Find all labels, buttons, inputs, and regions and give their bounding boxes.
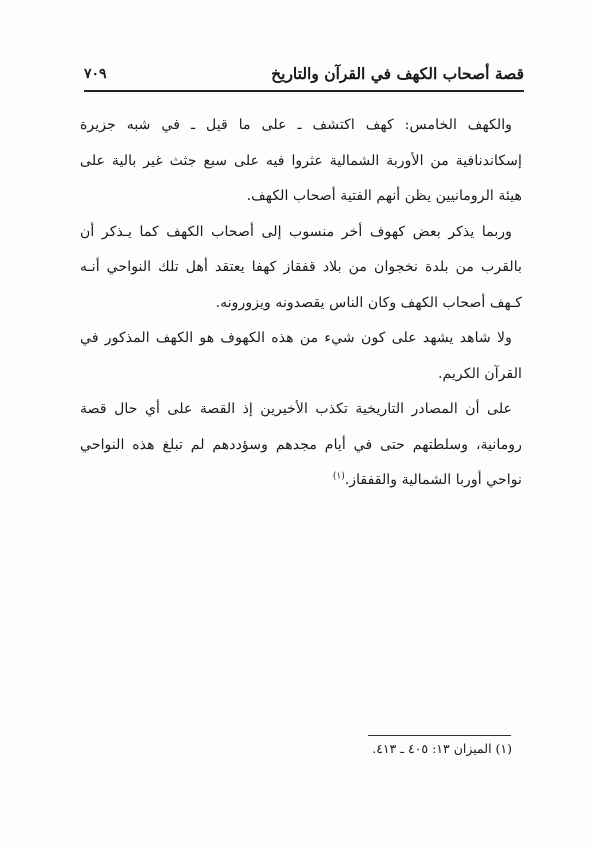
running-title: قصة أصحاب الكهف في القرآن والتاريخ — [271, 64, 524, 83]
paragraph-fifth-cave: والكهف الخامس: كهف اكتشف ـ على ما قيل ـ في شبه جزيرة إسكاندنافية من الأوربة الشمالية عثروا فيه على سبع جثث غير بالية على هيئة الرومانيين يظن أنهم الفتية أصحاب الكهف. — [80, 117, 522, 204]
paragraph-no-evidence: ولا شاهد يشهد على كون شيء من هذه الكهوف هو الكهف المذكور في القرآن الكريم. — [80, 330, 522, 382]
paragraph-historical-sources — [80, 392, 522, 499]
footnote-rule — [368, 735, 511, 736]
page-number: ٧٠٩ — [84, 66, 107, 82]
footnote: (١) الميزان ١٣: ٤٠٥ ـ ٤١٣. — [372, 741, 512, 756]
main-text — [80, 108, 522, 499]
header-rule — [84, 90, 524, 92]
page-header — [84, 62, 524, 92]
footnote-reference: (١) — [332, 471, 345, 482]
paragraph-historical-sources-text: على أن المصادر التاريخية تكذب الأخيرين إذ القصة على أي حال قصة رومانية، وسلطتهم حتى في أيام مجدهم وسؤددهم لم تبلغ هذه النواحي نواحي أوربا الشمالية والقفقاز. — [80, 401, 522, 488]
paragraph-other-caves: وربما يذكر بعض كهوف أخر منسوب إلى أصحاب الكهف كما يـذكر أن بالقرب من بلدة نخجوان من بلاد قفقاز كهفا يعتقد أهل تلك النواحي أنـه كـهف أصحاب الكهف وكان الناس يقصدونه ويزورونه. — [80, 223, 522, 311]
